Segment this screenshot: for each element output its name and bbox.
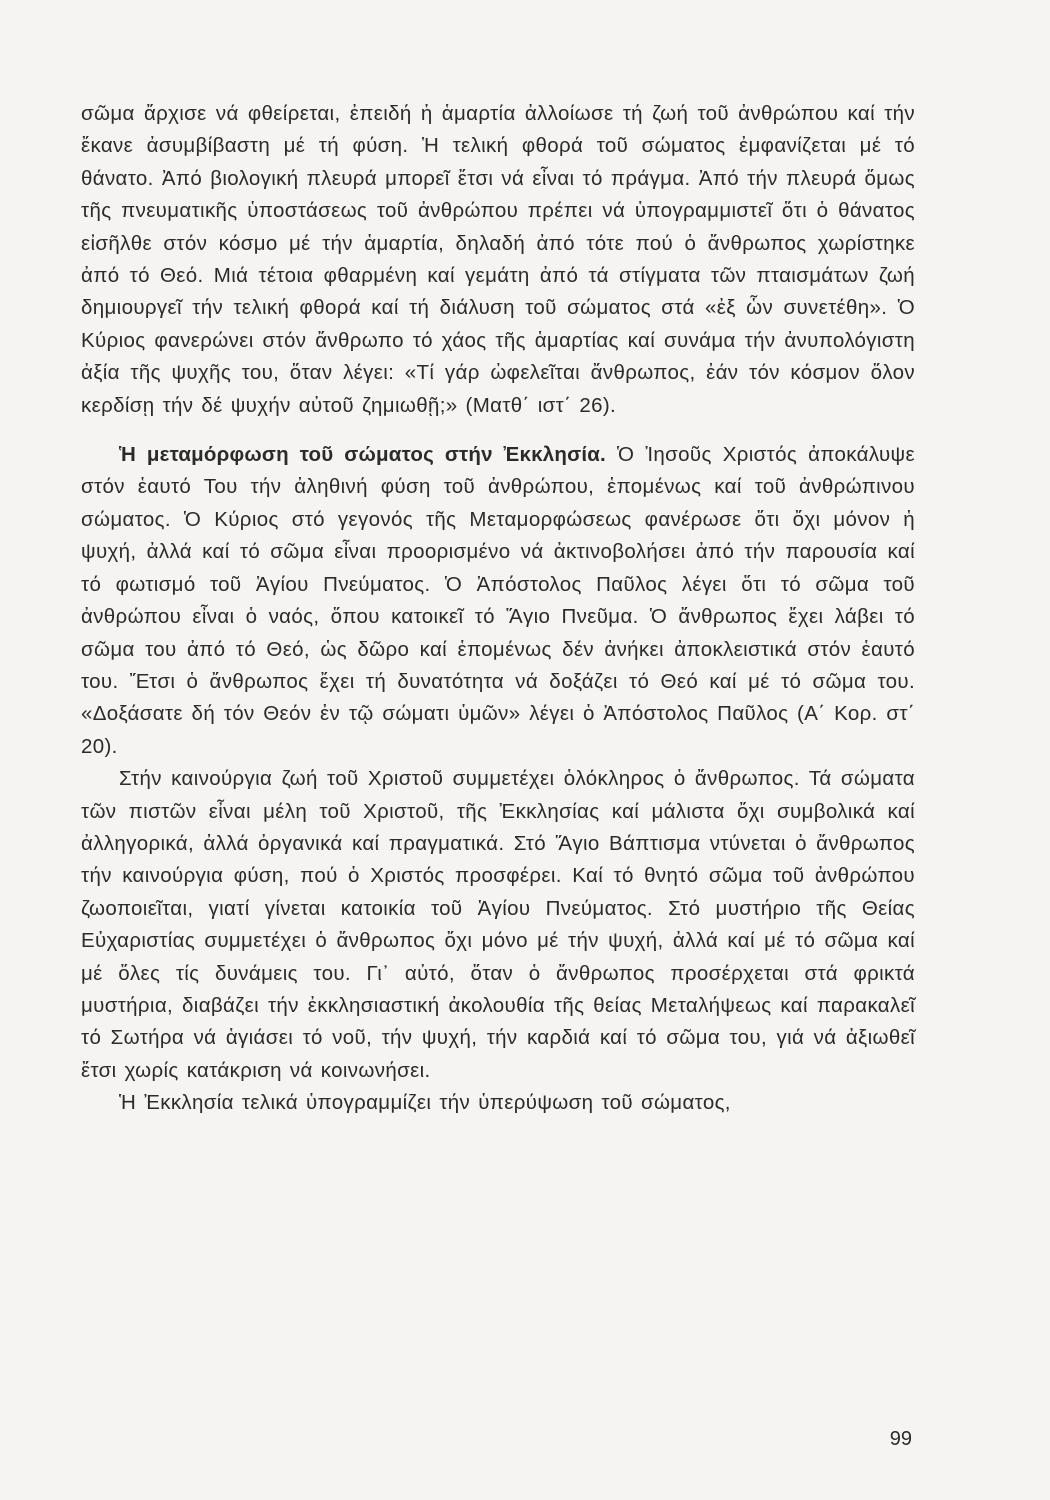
paragraph-2 bbox=[81, 439, 915, 763]
page-number: 99 bbox=[889, 1428, 912, 1450]
paragraph-4-text: Ἡ Ἐκκλησία τελικά ὑπογραμμίζει τήν ὑπερύψωση τοῦ σώματος, bbox=[119, 1091, 731, 1115]
paragraph-3-text: Στήν καινούργια ζωή τοῦ Χριστοῦ συμμετέχει ὁλόκληρος ὁ ἄνθρωπος. Τά σώματα τῶν πιστῶν εἶναι μέλη τοῦ Χριστοῦ, τῆς Ἐκκλησίας καί μάλιστα ὄχι συμβολικά καί ἀλληγορικά, ἀλλά ὀργανικά καί πραγματικά. Στό Ἅγιο Βάπτισμα ντύνεται ὁ ἄνθρωπος τήν καινούργια φύση, πού ὁ Χριστός προσφέρει. Καί τό θνητό σῶμα τοῦ ἀνθρώπου ζωοποιεῖται, γιατί γίνεται κατοικία τοῦ Ἁγίου Πνεύματος. Στό μυστήριο τῆς Θείας Εὐχαριστίας συμμετέχει ὁ ἄνθρωπος ὄχι μόνο μέ τήν ψυχή, ἀλλά καί μέ τό σῶμα καί μέ ὅλες τίς δυνάμεις του. Γι᾽ αὐτό, ὅταν ὁ ἄνθρωπος προσέρχεται στά φρικτά μυστήρια, διαβάζει τήν ἐκκλησιαστική ἀκολουθία τῆς θείας Μεταλήψεως καί παρακαλεῖ τό Σωτήρα νά ἁγιάσει τό νοῦ, τήν ψυχή, τήν καρδιά καί τό σῶμα του, γιά νά ἀξιωθεῖ ἔτσι χωρίς κατάκριση νά κοινωνήσει. bbox=[81, 767, 915, 1082]
paragraph-2-text: Ὁ Ἰησοῦς Χριστός ἀποκάλυψε στόν ἑαυτό Του τήν ἀληθινή φύση τοῦ ἀνθρώπου, ἑπομένως καί τοῦ ἀνθρώπινου σώματος. Ὁ Κύριος στό γεγονός τῆς Μεταμορφώσεως φανέρωσε ὅτι ὄχι μόνον ἡ ψυχή, ἀλλά καί τό σῶμα εἶναι προορισμένο νά ἀκτινοβολήσει ἀπό τήν παρουσία καί τό φωτισμό τοῦ Ἁγίου Πνεύματος. Ὁ Ἀπόστολος Παῦλος λέγει ὅτι τό σῶμα τοῦ ἀνθρώπου εἶναι ὁ ναός, ὅπου κατοικεῖ τό Ἅγιο Πνεῦμα. Ὁ ἄνθρωπος ἔχει λάβει τό σῶμα του ἀπό τό Θεό, ὡς δῶρο καί ἑπομένως δέν ἀνήκει ἀποκλειστικά στόν ἑαυτό του. Ἔτσι ὁ ἄνθρωπος ἔχει τή δυνατότητα νά δοξάζει τό Θεό καί μέ τό σῶμα του. «Δοξάσατε δή τόν Θεόν ἐν τῷ σώματι ὑμῶν» λέγει ὁ Ἀπόστολος Παῦλος (Α΄ Κορ. στ΄ 20). bbox=[81, 443, 915, 758]
body-text bbox=[81, 98, 915, 1120]
paragraph-1-text: σῶμα ἄρχισε νά φθείρεται, ἐπειδή ἡ ἁμαρτία ἀλλοίωσε τή ζωή τοῦ ἀνθρώπου καί τήν ἔκανε ἀσυμβίβαστη μέ τή φύση. Ἡ τελική φθορά τοῦ σώματος ἐμφανίζεται μέ τό θάνατο. Ἀπό βιολογική πλευρά μπορεῖ ἔτσι νά εἶναι τό πράγμα. Ἀπό τήν πλευρά ὅμως τῆς πνευματικῆς ὑποστάσεως τοῦ ἀνθρώπου πρέπει νά ὑπογραμμιστεῖ ὅτι ὁ θάνατος εἰσῆλθε στόν κόσμο μέ τήν ἁμαρτία, δηλαδή ἀπό τότε πού ὁ ἄνθρωπος χωρίστηκε ἀπό τό Θεό. Μιά τέτοια φθαρμένη καί γεμάτη ἀπό τά στίγματα τῶν πταισμάτων ζωή δημιουργεῖ τήν τελική φθορά καί τή διάλυση τοῦ σώματος στά «ἐξ ὧν συνετέθη». Ὁ Κύριος φανερώνει στόν ἄνθρωπο τό χάος τῆς ἁμαρτίας καί συνάμα τήν ἀνυπολόγιστη ἀξία τῆς ψυχῆς του, ὅταν λέγει: «Τί γάρ ὠφελεῖται ἄνθρωπος, ἐάν τόν κόσμον ὅλον κερδίσῃ τήν δέ ψυχήν αὐτοῦ ζημιωθῇ;» (Ματθ΄ ιστ΄ 26). bbox=[81, 102, 915, 417]
paragraph-3 bbox=[81, 763, 915, 1087]
paragraph-4 bbox=[81, 1087, 915, 1119]
paragraph-1 bbox=[81, 98, 915, 422]
section-heading: Ἡ μεταμόρφωση τοῦ σώματος στήν Ἐκκλησία. bbox=[119, 443, 606, 467]
